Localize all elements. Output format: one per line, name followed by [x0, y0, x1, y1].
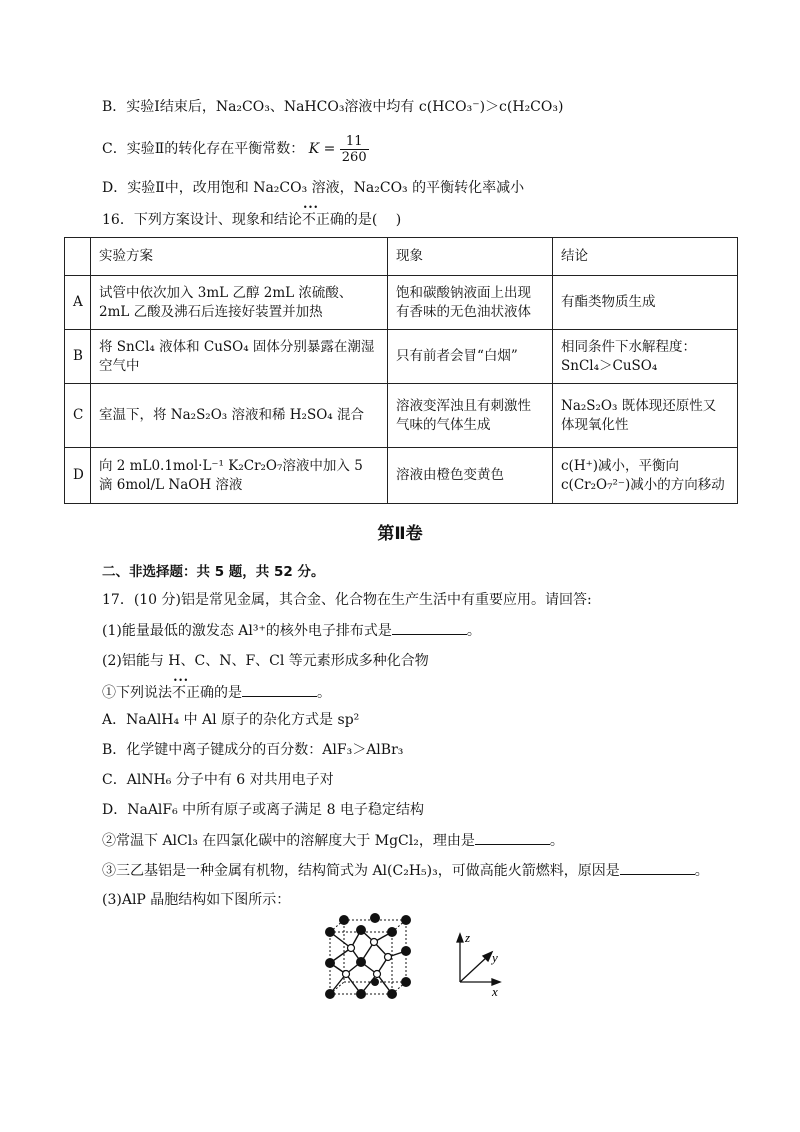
- table-row-plan: 试管中依次加入 3mL 乙醇 2mL 浓硫酸、2mL 乙酸及沸石后连接好装置并加热: [91, 276, 388, 330]
- q17-part2a: [102, 682, 331, 703]
- table-row: [65, 384, 738, 448]
- q17-part2b-end: 。: [549, 833, 564, 849]
- q17-stem: 17．(10 分)铝是常见金属，其合金、化合物在生产生活中有重要应用。请回答:: [102, 592, 592, 608]
- axis-z-label: z: [465, 930, 471, 945]
- q17-part2c: [102, 860, 709, 881]
- q17-part2c-end: 。: [694, 863, 709, 879]
- answer-blank[interactable]: [475, 830, 550, 845]
- table-row-conclusion: Na₂S₂O₃ 既体现还原性又体现氧化性: [553, 384, 738, 448]
- q16-stem-emphasis: 不正确 • • •: [302, 210, 344, 230]
- q17-part2c-text: ③三乙基铝是一种金属有机物，结构简式为 Al(C₂H₅)₃，可做高能火箭燃料，原因是: [102, 863, 620, 879]
- table-row-conclusion: 相同条件下水解程度：SnCl₄＞CuSO₄: [553, 330, 738, 384]
- q17-option-d: D．NaAlF₆ 中所有原子或离子满足 8 电子稳定结构: [102, 802, 424, 818]
- q16-experiment-table: [64, 237, 738, 504]
- q17-part2a-prefix: ①下列说法: [102, 685, 172, 701]
- q16-stem-suffix: 的是( ): [343, 212, 402, 228]
- table-row-option: C: [65, 384, 91, 448]
- table-row-option: B: [65, 330, 91, 384]
- table-row-phenomenon: 饱和碳酸钠液面上出现有香味的无色油状液体: [388, 276, 553, 330]
- table-row: [65, 448, 738, 504]
- coordinate-axes-figure: [452, 930, 512, 1000]
- table-row-option: A: [65, 276, 91, 330]
- q15-option-b: B．实验Ⅰ结束后，Na₂CO₃、NaHCO₃溶液中均有 c(HCO₃⁻)＞c(H₂CO₃): [102, 99, 564, 115]
- table-row-conclusion: c(H⁺)减小，平衡向 c(Cr₂O₇²⁻)减小的方向移动: [553, 448, 738, 504]
- section-heading: 二、非选择题：共 5 题，共 52 分。: [102, 564, 325, 580]
- table-row-conclusion: 有酯类物质生成: [553, 276, 738, 330]
- table-row-phenomenon: 溶液变浑浊且有刺激性气味的气体生成: [388, 384, 553, 448]
- q16-stem: [102, 210, 401, 230]
- q15-option-c: [102, 132, 369, 166]
- table-row-plan: 将 SnCl₄ 液体和 CuSO₄ 固体分别暴露在潮湿空气中: [91, 330, 388, 384]
- alp-crystal-cell-figure: [322, 912, 412, 1002]
- q17-part2a-suffix: 的是: [214, 685, 242, 701]
- q15-option-d: D．实验Ⅱ中，改用饱和 Na₂CO₃ 溶液，Na₂CO₃ 的平衡转化率减小: [102, 180, 525, 196]
- axis-y-label: y: [492, 950, 498, 965]
- q17-option-c: C．AlNH₆ 分子中有 6 对共用电子对: [102, 772, 334, 788]
- q17-part2: (2)铝能与 H、C、N、F、Cl 等元素形成多种化合物: [102, 653, 429, 669]
- table-header-phenomenon: 现象: [388, 238, 553, 276]
- q17-part2a-end: 。: [317, 685, 331, 701]
- q17-part2b-text: ②常温下 AlCl₃ 在四氯化碳中的溶解度大于 MgCl₂，理由是: [102, 833, 475, 849]
- q17-part2a-emphasis: 不正确 • • •: [172, 683, 214, 703]
- table-row-option: D: [65, 448, 91, 504]
- q15-fraction-numerator: 11: [340, 134, 369, 150]
- table-row-plan: 室温下，将 Na₂S₂O₃ 溶液和稀 H₂SO₄ 混合: [91, 384, 388, 448]
- q17-part2b: [102, 830, 564, 851]
- q17-part1: [102, 620, 481, 641]
- answer-blank[interactable]: [620, 860, 695, 875]
- section-title: 第Ⅱ卷: [377, 524, 423, 544]
- q17-part3: (3)AlP 晶胞结构如下图所示：: [102, 892, 291, 908]
- table-row-phenomenon: 只有前者会冒“白烟”: [388, 330, 553, 384]
- q15-fraction-denominator: 260: [341, 149, 367, 165]
- answer-blank[interactable]: [242, 682, 317, 697]
- q15-option-c-text: C．实验Ⅱ的转化存在平衡常数：: [102, 141, 305, 157]
- table-row-plan: 向 2 mL0.1mol·L⁻¹ K₂Cr₂O₇溶液中加入 5 滴 6mol/L NaOH 溶液: [91, 448, 388, 504]
- answer-blank[interactable]: [392, 620, 467, 635]
- table-header-blank: [65, 238, 91, 276]
- q17-part1-end: 。: [466, 623, 481, 639]
- axis-x-label: x: [492, 984, 498, 999]
- q15-k-symbol: K =: [308, 141, 336, 157]
- table-header-plan: 实验方案: [91, 238, 388, 276]
- q17-option-a: A．NaAlH₄ 中 Al 原子的杂化方式是 sp²: [102, 712, 360, 728]
- table-row: [65, 330, 738, 384]
- table-header-conclusion: 结论: [553, 238, 738, 276]
- q16-stem-prefix: 16．下列方案设计、现象和结论: [102, 212, 302, 228]
- q17-option-b: B．化学键中离子键成分的百分数：AlF₃＞AlBr₃: [102, 742, 404, 758]
- q17-part1-text: (1)能量最低的激发态 Al³⁺的核外电子排布式是: [102, 623, 392, 639]
- q15-fraction: [340, 134, 369, 165]
- table-row-phenomenon: 溶液由橙色变黄色: [388, 448, 553, 504]
- table-header-row: [65, 238, 738, 276]
- table-row: [65, 276, 738, 330]
